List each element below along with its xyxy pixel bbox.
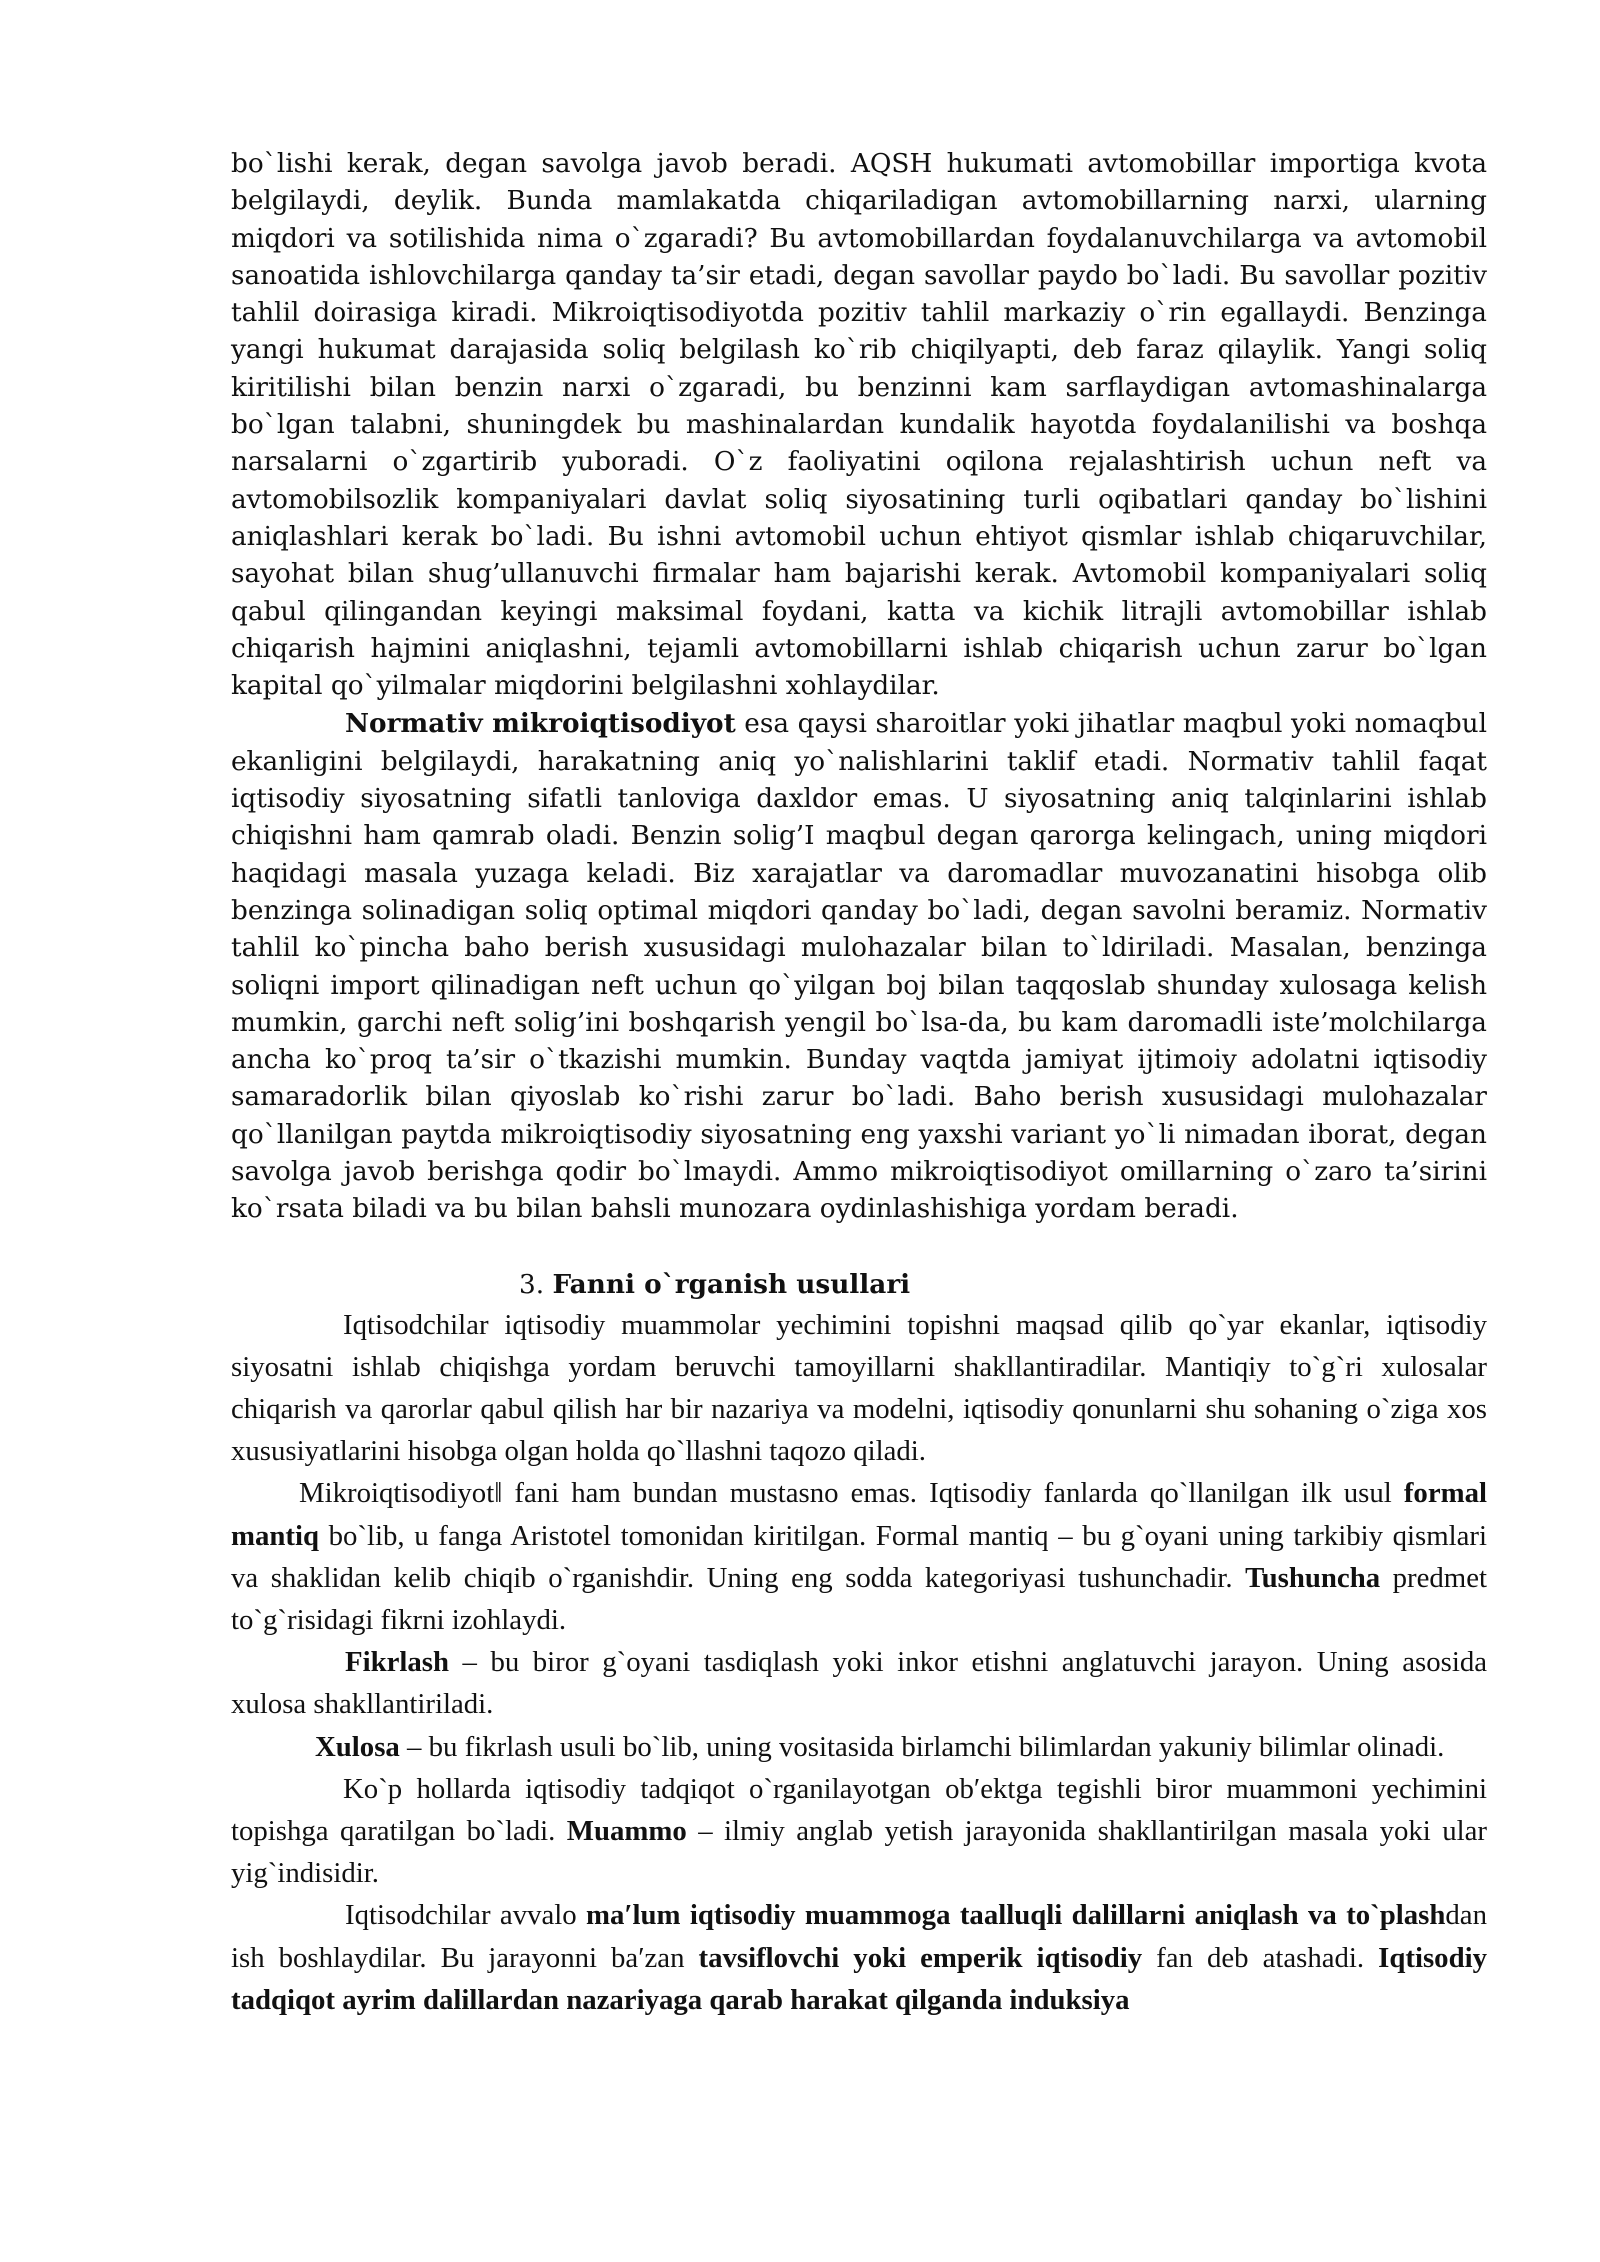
paragraph-empirical-text-3: fan deb atashadi. — [1142, 1941, 1379, 1974]
paragraph-reasoning — [231, 1641, 1487, 1725]
paragraph-reasoning-text: – bu biror g`oyani tasdiqlash yoki inkor etishni anglatuvchi jarayon. Uning asosida xulosa shakllantiriladi. — [231, 1646, 1487, 1721]
section-number: 3. — [519, 1269, 553, 1300]
paragraph-problem — [231, 1768, 1487, 1895]
term-formal-logic: formal mantiq — [231, 1477, 1487, 1552]
paragraph-normative-microeconomics — [231, 705, 1487, 1228]
paragraph-formal-logic — [231, 1472, 1487, 1641]
term-reasoning: Fikrlash — [345, 1646, 450, 1679]
term-concept: Tushuncha — [1245, 1561, 1381, 1594]
paragraph-conclusion-text: – bu fikrlash usuli bo`lib, uning vositasida birlamchi bilimlardan yakuniy bilimlar olinadi. — [399, 1730, 1445, 1763]
term-gathering-facts: ma′lum iqtisodiy muammoga taalluqli dalillarni aniqlash va to`plash — [586, 1899, 1446, 1932]
paragraph-conclusion — [231, 1726, 1487, 1768]
term-descriptive-economics: tavsiflovchi yoki emperik iqtisodiy — [698, 1941, 1143, 1974]
paragraph-formal-logic-text-2: bo`lib, u fanga Aristotel tomonidan kiritilgan. Formal mantiq – bu g`oyani uning tarkibiy qismlari va shaklidan kelib chiqib o`rganishdir. Uning eng sodda kategoriyasi tushunchadir. — [231, 1519, 1487, 1594]
term-conclusion: Xulosa — [315, 1730, 400, 1763]
paragraph-formal-logic-text-3: predmet to`g`risidagi fikrni izohlaydi. — [231, 1561, 1487, 1637]
paragraph-positive-analysis: bo`lishi kerak, degan savolga javob beradi. AQSH hukumati avtomobillar importiga kvota belgilaydi, deylik. Bunda mamlakatda chiqariladigan avtomobillarning narxi, ularning miqdori va sotilishida nima o`zgaradi? Bu avtomobillardan foydalanuvchilarga va avtomobil sanoatida ishlovchilarga qanday ta’sir etadi, degan savollar paydo bo`ladi. Bu savollar pozitiv tahlil doirasiga kiradi. Mikroiqtisodiyotda pozitiv tahlil markaziy o`rin egallaydi. Benzinga yangi hukumat darajasida soliq belgilash ko`rib chiqilyapti, deb faraz qilaylik. Yangi soliq kiritilishi bilan benzin narxi o`zgaradi, bu benzinni kam sarflaydigan avtomashinalarga bo`lgan talabni, shuningdek bu mashinalardan kundalik hayotda foydalanilishi va boshqa narsalarni o`zgartirib yuboradi. O`z faoliyatini oqilona rejalashtirish uchun neft va avtomobilsozlik kompaniyalari davlat soliq siyosatining turli oqibatlari qanday bo`lishini aniqlashlari kerak bo`ladi. Bu ishni avtomobil uchun ehtiyot qismlar ishlab chiqaruvchilar, sayohat bilan shug’ullanuvchi firmalar ham bajarishi kerak. Avtomobil kompaniyalari soliq qabul qilingandan keyingi maksimal foydani, katta va kichik litrajli avtomobillar ishlab chiqarish hajmini aniqlashni, tejamli avtomobillarni ishlab chiqarish uchun zarur bo`lgan kapital qo`yilmalar miqdorini belgilashni xohlaydilar. — [231, 149, 1487, 702]
term-problem: Muammo — [566, 1815, 687, 1848]
document-page — [231, 146, 1487, 2021]
section-positive-analysis — [231, 146, 1487, 1229]
term-induction: Iqtisodiy tadqiqot ayrim dalillardan nazariyaga qarab harakat qilganda induksiya — [231, 1941, 1487, 2016]
term-normative-microeconomics: Normativ mikroiqtisodiyot — [345, 708, 736, 740]
paragraph-problem-text-1: Ko`p hollarda iqtisodiy tadqiqot o`rganilayotgan ob′ektga tegishli biror muammoni yechimini topishga qaratilgan bo`ladi. — [231, 1772, 1487, 1848]
section-heading — [231, 1266, 1487, 1304]
paragraph-empirical-text-1: Iqtisodchilar avvalo — [345, 1899, 587, 1932]
section-title: Fanni o`rganish usullari — [552, 1268, 911, 1300]
paragraph-empirical — [231, 1894, 1487, 2021]
paragraph-empirical-text-2: dan ish boshlaydilar. Bu jarayonni ba′zan — [231, 1899, 1487, 1974]
section-study-methods — [231, 1304, 1487, 2021]
paragraph-formal-logic-text-1: Mikroiqtisodiyot‖ fani ham bundan mustasno emas. Iqtisodiy fanlarda qo`llanilgan ilk usul — [299, 1477, 1404, 1510]
paragraph-normative-text: esa qaysi sharoitlar yoki jihatlar maqbul yoki nomaqbul ekanligini belgilaydi, harakatning aniq yo`nalishlarini taklif etadi. Normativ tahlil faqat iqtisodiy siyosatning sifatli tanloviga daxldor emas. U siyosatning aniq talqinlarini ishlab chiqishni ham qamrab oladi. Benzin solig’I maqbul degan qarorga kelingach, uning miqdori haqidagi masala yuzaga keladi. Biz xarajatlar va daromadlar muvozanatini hisobga olib benzinga solinadigan soliq optimal miqdori qanday bo`ladi, degan savolni beramiz. Normativ tahlil ko`pincha baho berish xususidagi mulohazalar bilan to`ldiriladi. Masalan, benzinga soliqni import qilinadigan neft uchun qo`yilgan boj bilan taqqoslab shunday xulosaga kelish mumkin, garchi neft solig’ini boshqarish yengil bo`lsa-da, bu kam daromadli iste’molchilarga ancha ko`proq ta’sir o`tkazishi mumkin. Bunday vaqtda jamiyat ijtimoiy adolatni iqtisodiy samaradorlik bilan qiyoslab ko`rishi zarur bo`ladi. Baho berish xususidagi mulohazalar qo`llanilgan paytda mikroiqtisodiy siyosatning eng yaxshi variant yo`li nimadan iborat, degan savolga javob berishga qodir bo`lmaydi. Ammo mikroiqtisodiyot omillarning o`zaro ta’sirini ko`rsata biladi va bu bilan bahsli munozara oydinlashishiga yordam beradi. — [231, 709, 1487, 1225]
paragraph-problem-text-2: – ilmiy anglab yetish jarayonida shakllantirilgan masala yoki ular yig`indisidir. — [231, 1815, 1487, 1890]
paragraph-economists-principles: Iqtisodchilar iqtisodiy muammolar yechimini topishni maqsad qilib qo`yar ekanlar, iqtisodiy siyosatni ishlab chiqishga yordam beruvchi tamoyillarni shakllantiradilar. Mantiqiy to`g`ri xulosalar chiqarish va qarorlar qabul qilish har bir nazariya va modelni, iqtisodiy qonunlarni shu sohaning o`ziga xos xususiyatlarini hisobga olgan holda qo`llashni taqozo qiladi. — [231, 1308, 1487, 1468]
